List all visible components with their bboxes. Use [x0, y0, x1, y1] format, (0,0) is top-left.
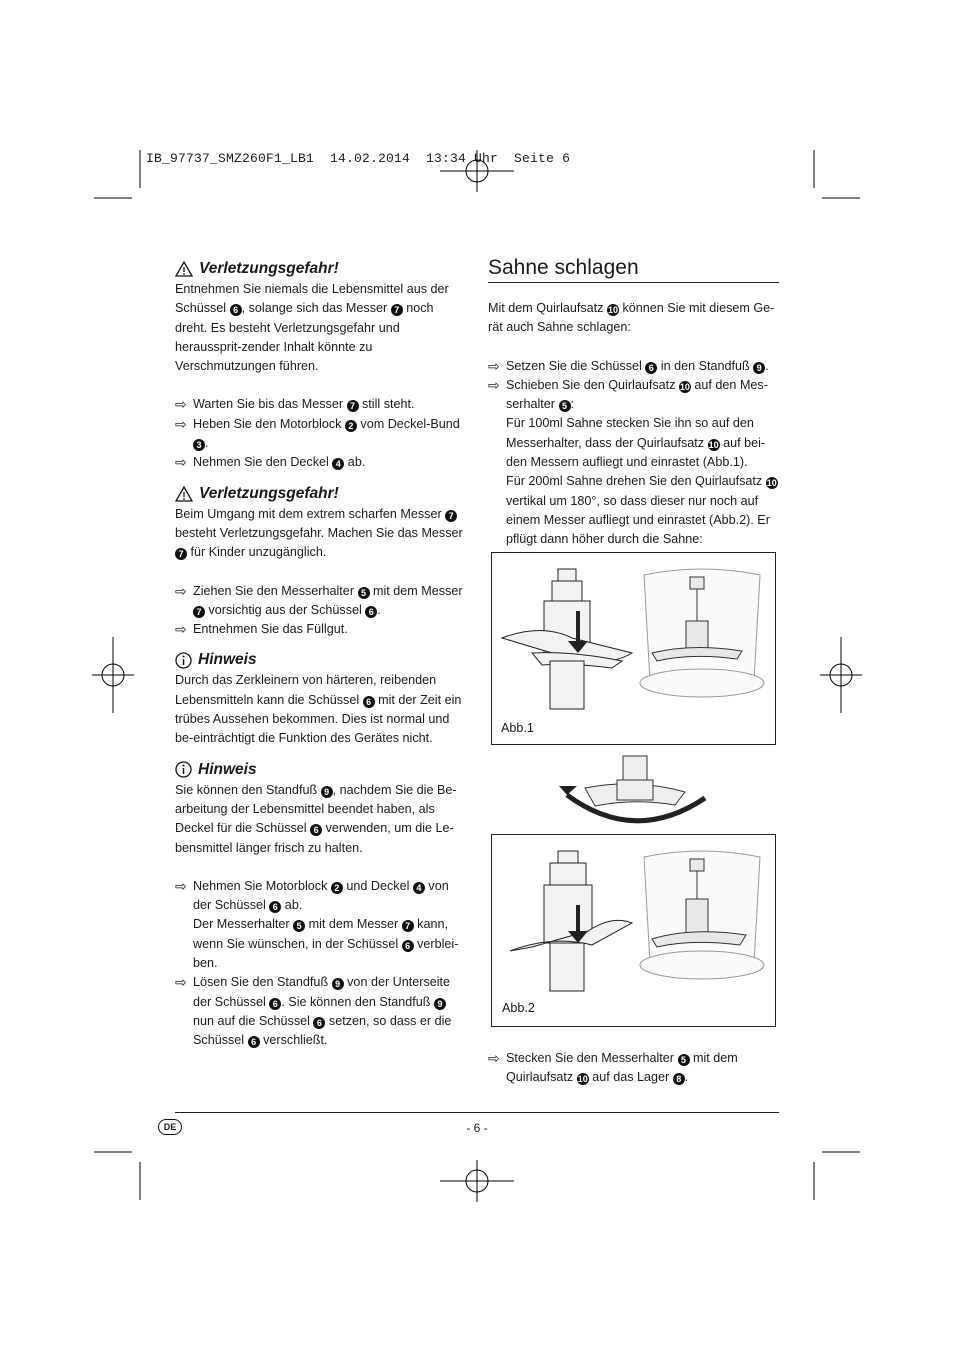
figure-2	[491, 834, 776, 1027]
instruction-step: ⇨ Ziehen Sie den Messerhalter 5 mit dem Messer 7 vorsichtig aus der Schüssel 6 .	[175, 582, 463, 617]
note-heading: Hinweis	[175, 649, 467, 671]
note-heading: Hinweis	[175, 759, 467, 781]
pointing-arrow-icon: ⇨	[175, 877, 187, 894]
language-badge: DE	[158, 1119, 182, 1135]
note-text: Sie können den Standfuß 9 , nachdem Sie die Be-arbeitung der Lebensmittel beendet haben, als Deckel für die Schüssel 6 verwenden, um die Le-bensmittel länger frisch zu halten.	[175, 782, 457, 855]
instruction-step: ⇨ Schieben Sie den Quirlaufsatz 10 auf den Mes-serhalter 5 : Für 100ml Sahne stecken Sie ihn so auf den Messerhalter, dass der Quirlaufsatz 10 auf bei-den Messern aufliegt und einrastet (Abb.1). Für 200ml Sahne drehen Sie den Quirlaufsatz 10 vertikal um 180°, so dass dieser nur noch auf einem Messer aufliegt und einrastet (Abb.2). Er pflügt dann höher durch die Sahne:	[488, 376, 777, 547]
instruction-step: ⇨ Stecken Sie den Messerhalter 5 mit dem Quirlaufsatz 10 auf das Lager 8 .	[488, 1050, 738, 1085]
figure-label: Abb.2	[502, 1001, 535, 1015]
pointing-arrow-icon: ⇨	[175, 415, 187, 432]
instruction-step: ⇨ Lösen Sie den Standfuß 9 von der Unterseite der Schüssel 6 . Sie können den Standfuß 9 nun auf die Schüssel 6 setzen, so dass er die Schüssel 6 verschließt.	[175, 974, 452, 1048]
footer-rule	[175, 1112, 779, 1113]
pointing-arrow-icon: ⇨	[175, 974, 187, 991]
page-number: - 6 -	[466, 1121, 488, 1135]
print-header: IB_97737_SMZ260F1_LB1 14.02.2014 13:34 Uhr Seite 6	[146, 151, 571, 166]
instruction-step: ⇨ Warten Sie bis das Messer 7 still steht.	[175, 396, 415, 413]
note-text: Durch das Zerkleinern von härteren, reibenden Lebensmitteln kann die Schüssel 6 mit der Zeit ein trübes Aussehen bekommen. Dies ist normal und be-einträchtigt die Funktion des Gerätes nicht.	[175, 673, 462, 746]
blade-illustration	[492, 553, 775, 744]
figure-label: Abb.1	[501, 721, 534, 735]
rotate-180-illustration	[555, 750, 715, 828]
pointing-arrow-icon: ⇨	[488, 1050, 500, 1066]
blade-illustration	[492, 835, 775, 1026]
warning-text: Beim Umgang mit dem extrem scharfen Messer 7 besteht Verletzungsgefahr. Machen Sie das Messer 7 für Kinder unzugänglich.	[175, 506, 463, 560]
warning-heading: Verletzungsgefahr!	[175, 483, 467, 505]
instruction-step: ⇨ Setzen Sie die Schüssel 6 in den Standfuß 9 .	[488, 357, 769, 374]
pointing-arrow-icon: ⇨	[175, 396, 187, 413]
pointing-arrow-icon: ⇨	[175, 454, 187, 471]
warning-triangle-icon	[175, 486, 193, 502]
warning-heading: Verletzungsgefahr!	[175, 258, 467, 280]
instruction-step: ⇨ Entnehmen Sie das Füllgut.	[175, 621, 348, 638]
warning-triangle-icon	[175, 261, 193, 277]
heading-rule	[488, 282, 779, 283]
pointing-arrow-icon: ⇨	[488, 357, 500, 374]
pointing-arrow-icon: ⇨	[175, 582, 187, 599]
instruction-step: ⇨ Heben Sie den Motorblock 2 vom Deckel-Bund 3 .	[175, 415, 460, 451]
section-heading: Sahne schlagen	[488, 256, 639, 279]
left-column	[175, 258, 467, 1051]
instruction-step: ⇨ Nehmen Sie den Deckel 4 ab.	[175, 454, 366, 471]
pointing-arrow-icon: ⇨	[488, 376, 500, 393]
pointing-arrow-icon: ⇨	[175, 621, 187, 638]
intro-text: Mit dem Quirlaufsatz 10 können Sie mit diesem Ge-rät auch Sahne schlagen:	[488, 301, 775, 335]
figure-1	[491, 552, 776, 745]
warning-text: Entnehmen Sie niemals die Lebensmittel aus der Schüssel 6 , solange sich das Messer 7 noch dreht. Es besteht Verletzungsgefahr und heraussprit-zender Inhalt könnte zu Verschmutzungen führen.	[175, 282, 449, 374]
right-column-bottom	[488, 1049, 779, 1088]
right-column	[488, 299, 779, 550]
info-circle-icon	[175, 652, 192, 669]
info-circle-icon	[175, 761, 192, 778]
instruction-step: ⇨ Nehmen Sie Motorblock 2 und Deckel 4 von der Schüssel 6 ab. Der Messerhalter 5 mit dem Messer 7 kann, wenn Sie wünschen, in der Schüssel 6 verblei-ben.	[175, 877, 459, 971]
